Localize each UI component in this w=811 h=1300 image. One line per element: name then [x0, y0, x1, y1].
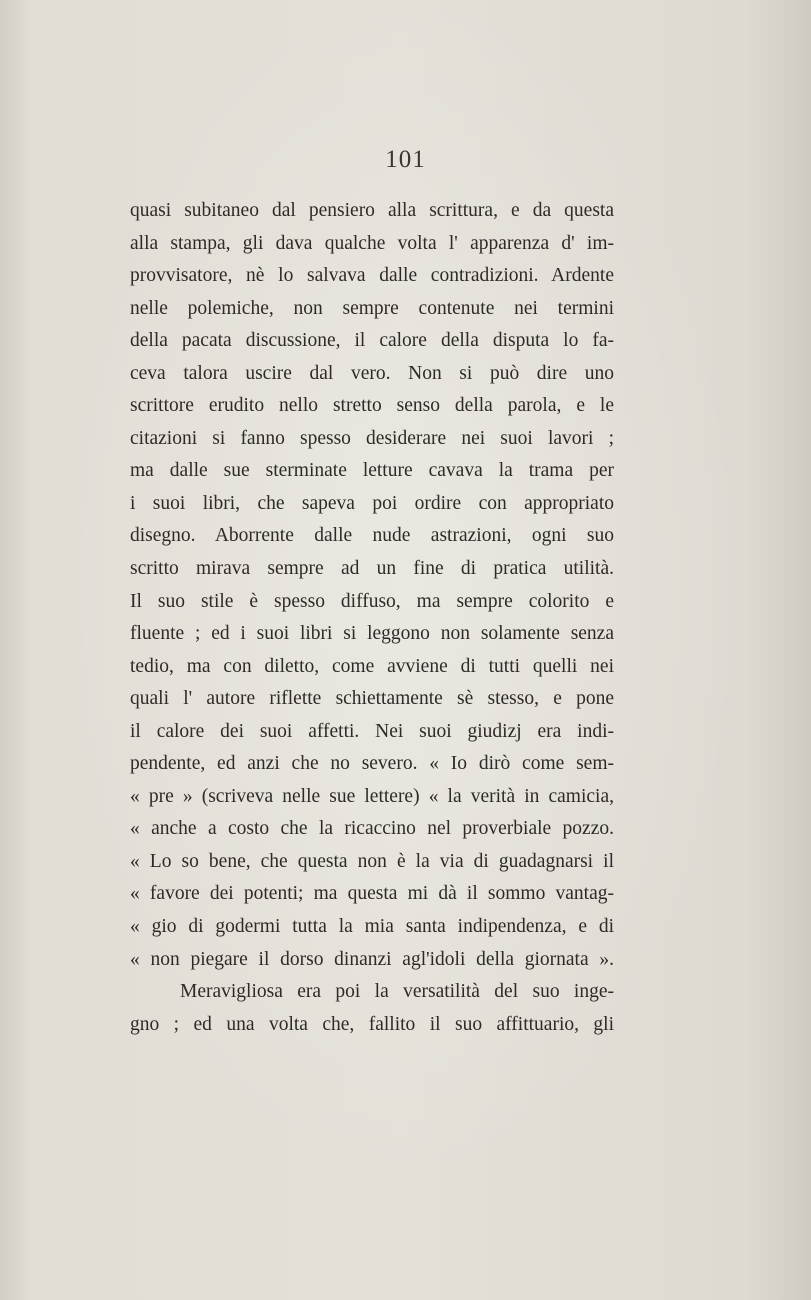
quote-line: « favore dei potenti; ma questa mi dà il sommo vantag- — [130, 883, 614, 905]
text-line: disegno. Aborrente dalle nude astrazioni, ogni suo — [130, 525, 614, 547]
text-line: Il suo stile è spesso diffuso, ma sempre colorito e — [130, 590, 614, 612]
text-line: della pacata discussione, il calore della disputa lo fa- — [130, 330, 614, 352]
text-line: il calore dei suoi affetti. Nei suoi giudizj era indi- — [130, 720, 614, 742]
text-line: tedio, ma con diletto, come avviene di tutti quelli nei — [130, 655, 614, 677]
text-line: quasi subitaneo dal pensiero alla scrittura, e da questa — [130, 200, 614, 221]
quote-line: « Lo so bene, che questa non è la via di guadagnarsi il — [130, 850, 614, 872]
text-line: scrittore erudito nello stretto senso della parola, e le — [130, 395, 614, 417]
quote-line: « non piegare il dorso dinanzi agl'idoli della giornata ». — [130, 948, 614, 970]
paragraph-start-line: Meravigliosa era poi la versatilità del suo inge- — [180, 981, 614, 1003]
text-line: citazioni si fanno spesso desiderare nei suoi lavori ; — [130, 427, 614, 449]
text-line: quali l' autore riflette schiettamente sè stesso, e pone — [130, 688, 614, 710]
text-line: provvisatore, nè lo salvava dalle contradizioni. Ardente — [130, 265, 614, 287]
text-line: gno ; ed una volta che, fallito il suo affittuario, gli — [130, 1013, 614, 1035]
text-line: alla stampa, gli dava qualche volta l' apparenza d' im- — [130, 232, 614, 254]
quote-line: « anche a costo che la ricaccino nel proverbiale pozzo. — [130, 818, 614, 840]
text-body — [130, 195, 614, 1041]
text-line: scritto mirava sempre ad un fine di pratica utilità. — [130, 558, 614, 580]
text-line: ceva talora uscire dal vero. Non si può dire uno — [130, 362, 614, 384]
text-line: i suoi libri, che sapeva poi ordire con appropriato — [130, 492, 614, 514]
quote-line: « gio di godermi tutta la mia santa indipendenza, e di — [130, 916, 614, 938]
text-line: ma dalle sue sterminate letture cavava la trama per — [130, 460, 614, 482]
text-line: pendente, ed anzi che no severo. « Io dirò come sem- — [130, 753, 614, 775]
page-number: 101 — [385, 146, 426, 173]
text-line: nelle polemiche, non sempre contenute nei termini — [130, 297, 614, 319]
quote-line: « pre » (scriveva nelle sue lettere) « la verità in camicia, — [130, 785, 614, 807]
text-line: fluente ; ed i suoi libri si leggono non solamente senza — [130, 623, 614, 645]
